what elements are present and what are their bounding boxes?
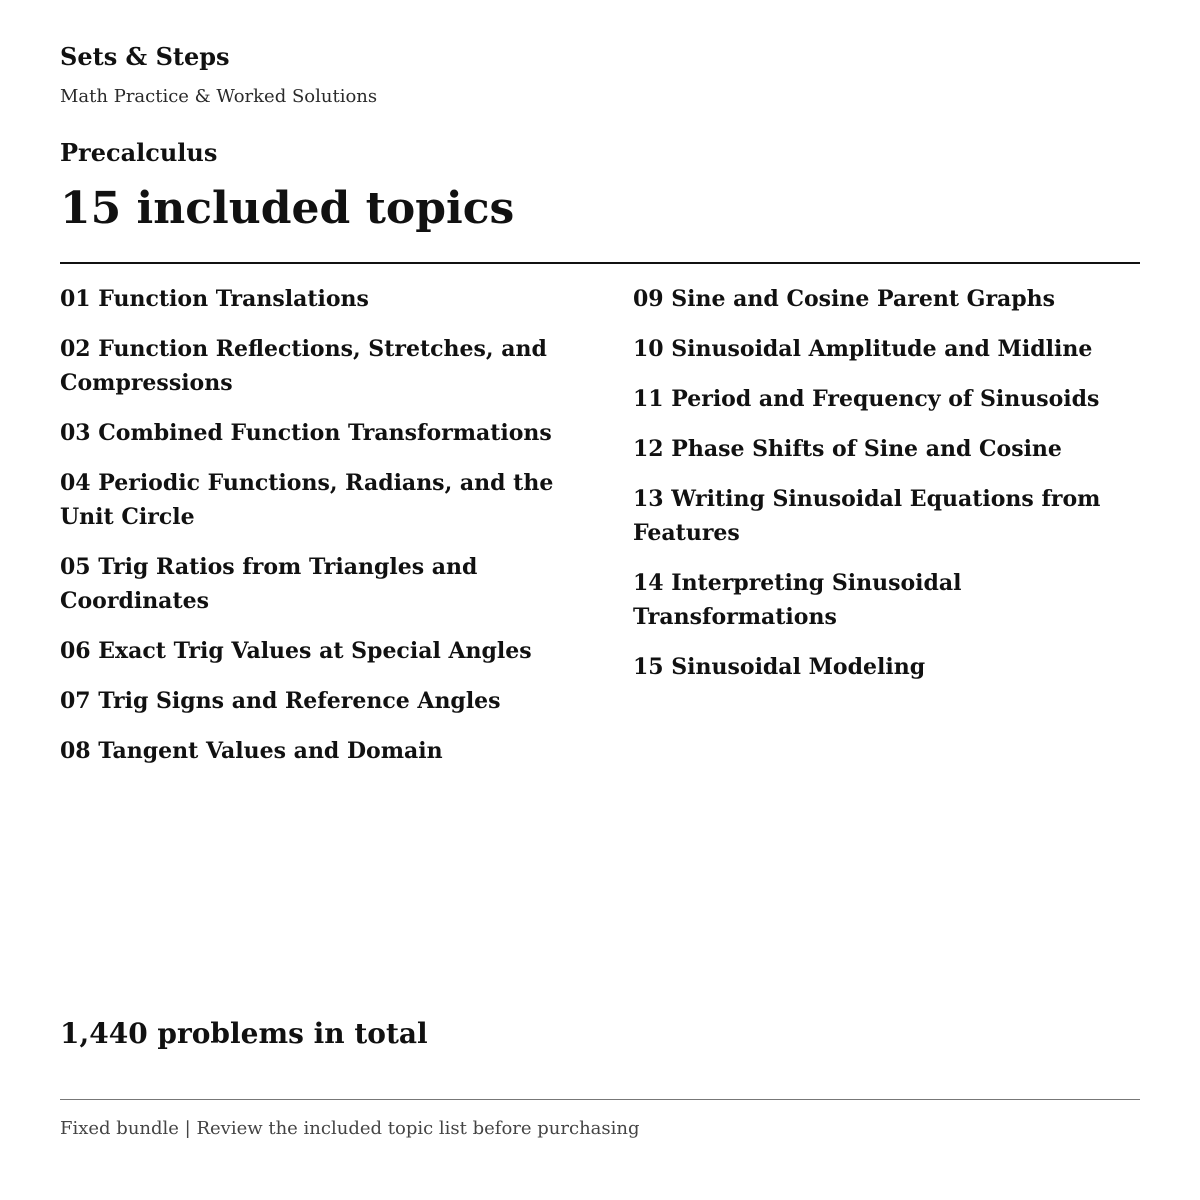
topic-item: 02 Function Reflections, Stretches, and Compressions [60,336,547,396]
topic-item: 03 Combined Function Transformations [60,420,552,446]
topic-item: 08 Tangent Values and Domain [60,738,443,764]
topic-item: 06 Exact Trig Values at Special Angles [60,638,532,664]
header-divider [60,262,1140,264]
footer-note: Fixed bundle | Review the included topic list before purchasing [60,1118,640,1139]
topic-column-right [633,282,1140,768]
brand-tagline: Math Practice & Worked Solutions [60,86,378,107]
problem-total: 1,440 problems in total [60,1017,428,1050]
topic-list [60,282,1140,768]
topic-item: 10 Sinusoidal Amplitude and Midline [633,336,1093,362]
topic-item: 04 Periodic Functions, Radians, and the Unit Circle [60,470,554,530]
topic-item: 12 Phase Shifts of Sine and Cosine [633,436,1062,462]
brand-name: Sets & Steps [60,42,230,71]
topic-item: 15 Sinusoidal Modeling [633,654,926,680]
topic-item: 09 Sine and Cosine Parent Graphs [633,286,1056,312]
topic-item: 11 Period and Frequency of Sinusoids [633,386,1100,412]
topic-item: 01 Function Translations [60,286,369,312]
subject-title: Precalculus [60,138,218,167]
topic-item: 07 Trig Signs and Reference Angles [60,688,501,714]
topic-item: 14 Interpreting Sinusoidal Transformations [633,570,962,630]
footer-divider [60,1099,1140,1100]
topic-item: 13 Writing Sinusoidal Equations from Features [633,486,1101,546]
page-title: 15 included topics [60,183,515,234]
topic-column-left [60,282,567,768]
topic-item: 05 Trig Ratios from Triangles and Coordinates [60,554,478,614]
